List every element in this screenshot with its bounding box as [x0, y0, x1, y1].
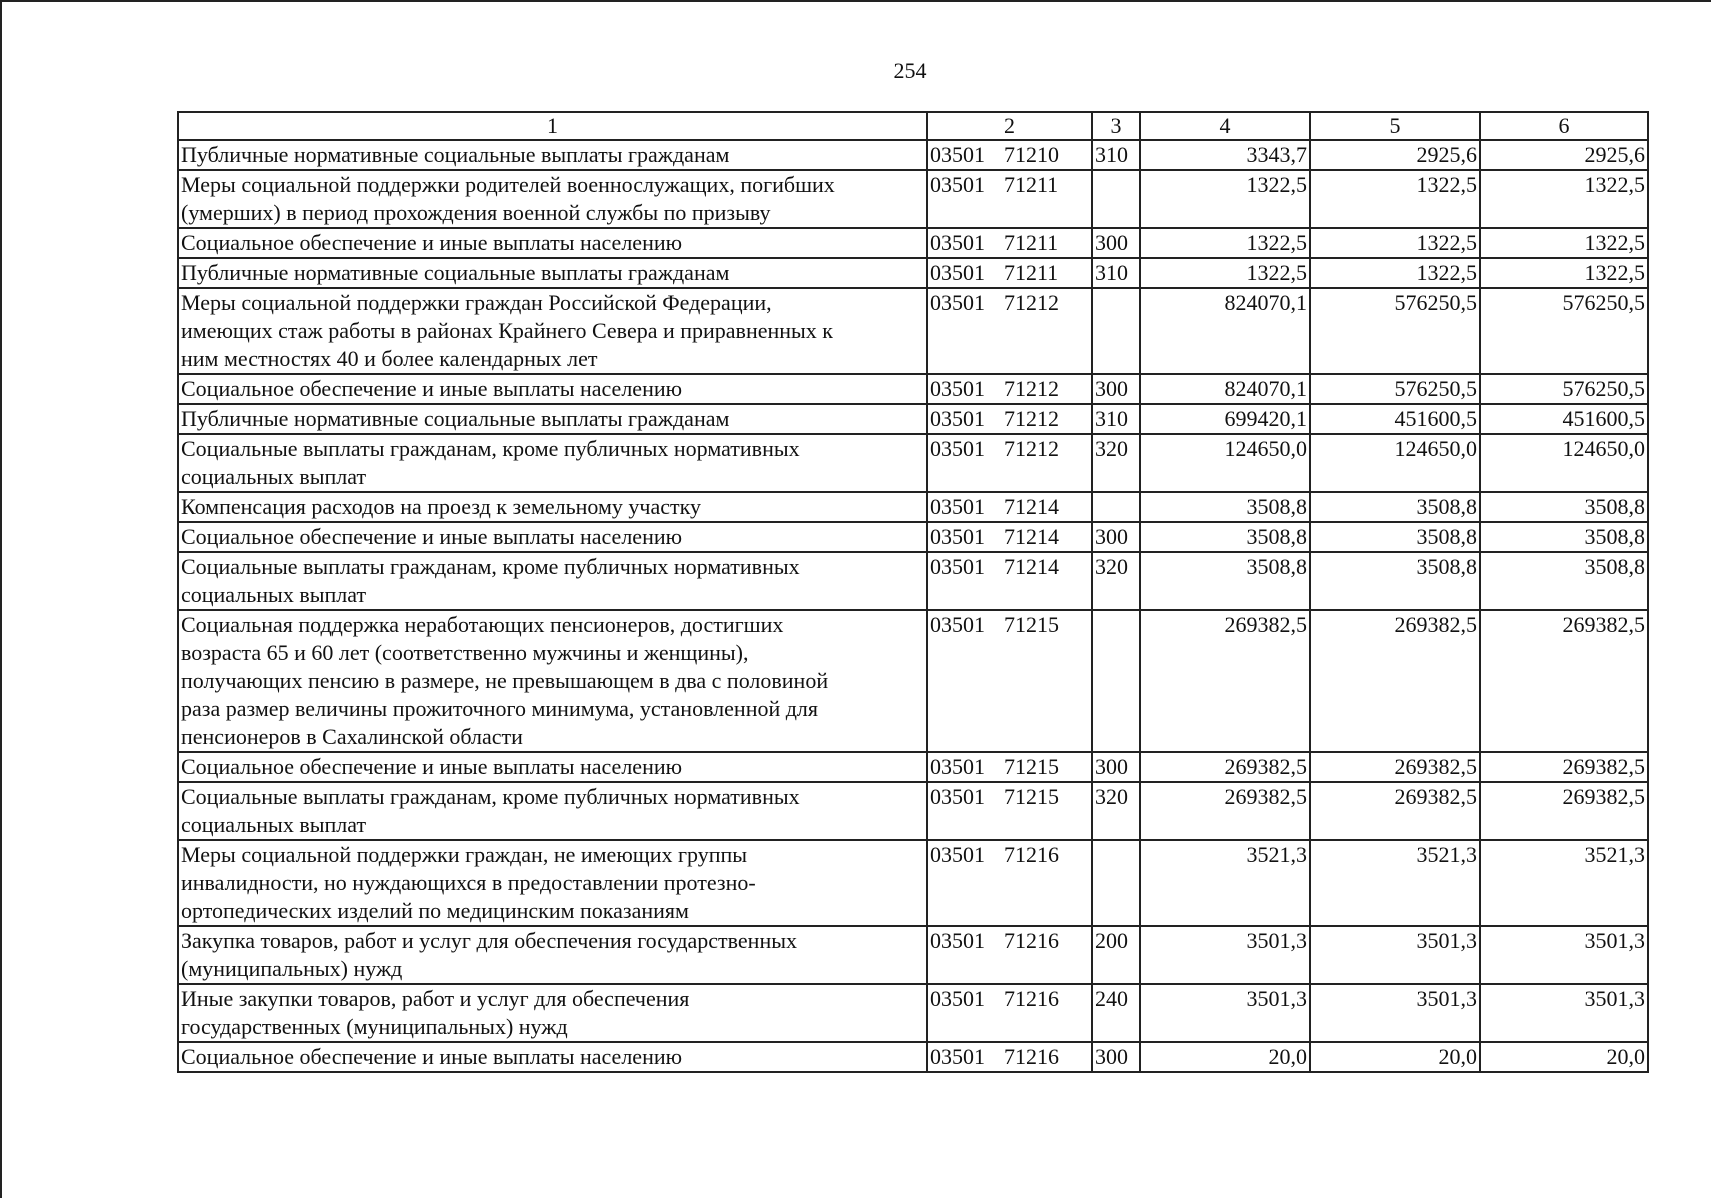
row-article-code: 71215: [1004, 754, 1059, 779]
table-row: [178, 840, 1648, 926]
row-value-col4: 269382,5: [1140, 610, 1310, 752]
row-code: [927, 840, 1092, 926]
row-value-col4: 3508,8: [1140, 552, 1310, 610]
row-value-col5: 269382,5: [1310, 752, 1480, 782]
row-expense-type: 310: [1092, 258, 1140, 288]
row-section-code: 03501: [930, 784, 985, 809]
budget-table: [177, 111, 1649, 1073]
row-section-code: 03501: [930, 290, 985, 315]
row-description: Меры социальной поддержки граждан, не имеющих группы инвалидности, но нуждающихся в предоставлении протезно- ортопедических изделий по медицинским показаниям: [178, 840, 927, 926]
row-value-col4: 824070,1: [1140, 374, 1310, 404]
row-code: [927, 782, 1092, 840]
row-value-col4: 3508,8: [1140, 522, 1310, 552]
row-description: Социальное обеспечение и иные выплаты населению: [178, 522, 927, 552]
row-value-col6: 3508,8: [1480, 492, 1648, 522]
table-row: [178, 140, 1648, 170]
row-description: Социальное обеспечение и иные выплаты населению: [178, 374, 927, 404]
row-value-col4: 824070,1: [1140, 288, 1310, 374]
column-header-3: 3: [1092, 112, 1140, 140]
row-article-code: 71211: [1004, 260, 1059, 285]
row-value-col4: 269382,5: [1140, 782, 1310, 840]
row-code: [927, 752, 1092, 782]
row-expense-type: 300: [1092, 228, 1140, 258]
row-value-col4: 3521,3: [1140, 840, 1310, 926]
row-description: Социальная поддержка неработающих пенсионеров, достигших возраста 65 и 60 лет (соответственно мужчины и женщины), получающих пенсию в размере, не превышающем в два с половиной раза размер величины прожиточного минимума, установленной для пенсионеров в Сахалинской области: [178, 610, 927, 752]
row-value-col5: 3508,8: [1310, 522, 1480, 552]
row-section-code: 03501: [930, 230, 985, 255]
row-expense-type: [1092, 492, 1140, 522]
row-section-code: 03501: [930, 436, 985, 461]
row-expense-type: 300: [1092, 752, 1140, 782]
row-value-col5: 1322,5: [1310, 228, 1480, 258]
row-description: Иные закупки товаров, работ и услуг для обеспечения государственных (муниципальных) нужд: [178, 984, 927, 1042]
row-value-col4: 1322,5: [1140, 258, 1310, 288]
row-section-code: 03501: [930, 986, 985, 1011]
table-row: [178, 228, 1648, 258]
row-article-code: 71212: [1004, 290, 1059, 315]
row-article-code: 71214: [1004, 524, 1059, 549]
table-row: [178, 374, 1648, 404]
table-row: [178, 404, 1648, 434]
row-value-col6: 1322,5: [1480, 258, 1648, 288]
row-section-code: 03501: [930, 524, 985, 549]
row-expense-type: [1092, 170, 1140, 228]
row-value-col6: 1322,5: [1480, 228, 1648, 258]
row-article-code: 71214: [1004, 554, 1059, 579]
row-value-col6: 3521,3: [1480, 840, 1648, 926]
row-code: [927, 492, 1092, 522]
row-value-col6: 1322,5: [1480, 170, 1648, 228]
row-article-code: 71212: [1004, 376, 1059, 401]
row-value-col6: 3501,3: [1480, 984, 1648, 1042]
page-number: 254: [893, 58, 927, 83]
row-section-code: 03501: [930, 612, 985, 637]
row-section-code: 03501: [930, 172, 985, 197]
row-section-code: 03501: [930, 842, 985, 867]
row-section-code: 03501: [930, 406, 985, 431]
row-value-col6: 3501,3: [1480, 926, 1648, 984]
row-section-code: 03501: [930, 928, 985, 953]
row-code: [927, 228, 1092, 258]
row-value-col4: 20,0: [1140, 1042, 1310, 1072]
row-article-code: 71216: [1004, 842, 1059, 867]
row-value-col4: 124650,0: [1140, 434, 1310, 492]
table-row: [178, 492, 1648, 522]
row-value-col6: 269382,5: [1480, 782, 1648, 840]
row-description: Социальное обеспечение и иные выплаты населению: [178, 228, 927, 258]
row-value-col6: 124650,0: [1480, 434, 1648, 492]
row-section-code: 03501: [930, 260, 985, 285]
row-description: Публичные нормативные социальные выплаты гражданам: [178, 258, 927, 288]
row-value-col4: 1322,5: [1140, 170, 1310, 228]
row-article-code: 71216: [1004, 1044, 1059, 1069]
row-expense-type: 320: [1092, 434, 1140, 492]
row-value-col5: 269382,5: [1310, 782, 1480, 840]
row-code: [927, 288, 1092, 374]
row-article-code: 71211: [1004, 230, 1059, 255]
row-description: Социальные выплаты гражданам, кроме публичных нормативных социальных выплат: [178, 552, 927, 610]
row-section-code: 03501: [930, 754, 985, 779]
row-article-code: 71212: [1004, 406, 1059, 431]
row-value-col5: 576250,5: [1310, 374, 1480, 404]
row-article-code: 71215: [1004, 612, 1059, 637]
row-expense-type: 320: [1092, 782, 1140, 840]
row-value-col6: 20,0: [1480, 1042, 1648, 1072]
row-description: Социальные выплаты гражданам, кроме публичных нормативных социальных выплат: [178, 434, 927, 492]
row-value-col5: 269382,5: [1310, 610, 1480, 752]
row-value-col6: 269382,5: [1480, 752, 1648, 782]
row-code: [927, 522, 1092, 552]
row-value-col6: 269382,5: [1480, 610, 1648, 752]
row-code: [927, 926, 1092, 984]
row-code: [927, 170, 1092, 228]
row-expense-type: 200: [1092, 926, 1140, 984]
table-row: [178, 610, 1648, 752]
column-header-2: 2: [927, 112, 1092, 140]
table-row: [178, 984, 1648, 1042]
row-expense-type: [1092, 288, 1140, 374]
row-expense-type: 300: [1092, 522, 1140, 552]
row-value-col5: 3521,3: [1310, 840, 1480, 926]
row-value-col5: 124650,0: [1310, 434, 1480, 492]
column-header-4: 4: [1140, 112, 1310, 140]
row-article-code: 71214: [1004, 494, 1059, 519]
row-value-col5: 2925,6: [1310, 140, 1480, 170]
row-value-col5: 20,0: [1310, 1042, 1480, 1072]
row-article-code: 71210: [1004, 142, 1059, 167]
table-row: [178, 288, 1648, 374]
column-header-1: 1: [178, 112, 927, 140]
row-article-code: 71216: [1004, 928, 1059, 953]
row-description: Публичные нормативные социальные выплаты гражданам: [178, 404, 927, 434]
row-expense-type: [1092, 840, 1140, 926]
column-header-6: 6: [1480, 112, 1648, 140]
row-value-col5: 451600,5: [1310, 404, 1480, 434]
table-header: [178, 112, 1648, 140]
row-description: Закупка товаров, работ и услуг для обеспечения государственных (муниципальных) нужд: [178, 926, 927, 984]
row-value-col5: 3508,8: [1310, 492, 1480, 522]
row-expense-type: [1092, 610, 1140, 752]
table-row: [178, 258, 1648, 288]
row-value-col6: 451600,5: [1480, 404, 1648, 434]
row-value-col4: 699420,1: [1140, 404, 1310, 434]
row-expense-type: 240: [1092, 984, 1140, 1042]
row-value-col5: 1322,5: [1310, 258, 1480, 288]
row-description: Социальное обеспечение и иные выплаты населению: [178, 1042, 927, 1072]
row-expense-type: 320: [1092, 552, 1140, 610]
row-code: [927, 404, 1092, 434]
row-value-col4: 3501,3: [1140, 984, 1310, 1042]
row-code: [927, 434, 1092, 492]
row-section-code: 03501: [930, 376, 985, 401]
row-code: [927, 552, 1092, 610]
row-code: [927, 140, 1092, 170]
row-value-col4: 269382,5: [1140, 752, 1310, 782]
row-code: [927, 610, 1092, 752]
row-value-col5: 3501,3: [1310, 984, 1480, 1042]
row-value-col5: 3508,8: [1310, 552, 1480, 610]
row-value-col6: 576250,5: [1480, 288, 1648, 374]
row-description: Компенсация расходов на проезд к земельному участку: [178, 492, 927, 522]
row-section-code: 03501: [930, 494, 985, 519]
row-value-col5: 576250,5: [1310, 288, 1480, 374]
row-code: [927, 1042, 1092, 1072]
row-value-col4: 3343,7: [1140, 140, 1310, 170]
row-section-code: 03501: [930, 1044, 985, 1069]
row-description: Социальное обеспечение и иные выплаты населению: [178, 752, 927, 782]
table-body: [178, 140, 1648, 1072]
row-value-col6: 576250,5: [1480, 374, 1648, 404]
table-row: [178, 522, 1648, 552]
row-expense-type: 300: [1092, 1042, 1140, 1072]
row-value-col5: 1322,5: [1310, 170, 1480, 228]
row-value-col4: 3508,8: [1140, 492, 1310, 522]
table-row: [178, 782, 1648, 840]
row-expense-type: 310: [1092, 404, 1140, 434]
header-row: [178, 112, 1648, 140]
row-value-col6: 3508,8: [1480, 522, 1648, 552]
row-article-code: 71216: [1004, 986, 1059, 1011]
table-row: [178, 1042, 1648, 1072]
row-value-col5: 3501,3: [1310, 926, 1480, 984]
row-code: [927, 984, 1092, 1042]
row-expense-type: 300: [1092, 374, 1140, 404]
row-section-code: 03501: [930, 142, 985, 167]
row-description: Меры социальной поддержки граждан Российской Федерации, имеющих стаж работы в районах Крайнего Севера и приравненных к ним местностях 40 и более календарных лет: [178, 288, 927, 374]
table-row: [178, 434, 1648, 492]
table-row: [178, 170, 1648, 228]
row-value-col4: 1322,5: [1140, 228, 1310, 258]
row-article-code: 71211: [1004, 172, 1059, 197]
table-row: [178, 552, 1648, 610]
row-description: Социальные выплаты гражданам, кроме публичных нормативных социальных выплат: [178, 782, 927, 840]
row-value-col4: 3501,3: [1140, 926, 1310, 984]
table-row: [178, 926, 1648, 984]
row-expense-type: 310: [1092, 140, 1140, 170]
row-code: [927, 374, 1092, 404]
row-article-code: 71212: [1004, 436, 1059, 461]
column-header-5: 5: [1310, 112, 1480, 140]
row-code: [927, 258, 1092, 288]
row-description: Меры социальной поддержки родителей военнослужащих, погибших (умерших) в период прохождения военной службы по призыву: [178, 170, 927, 228]
row-value-col6: 3508,8: [1480, 552, 1648, 610]
row-value-col6: 2925,6: [1480, 140, 1648, 170]
row-section-code: 03501: [930, 554, 985, 579]
table-row: [178, 752, 1648, 782]
row-description: Публичные нормативные социальные выплаты гражданам: [178, 140, 927, 170]
row-article-code: 71215: [1004, 784, 1059, 809]
